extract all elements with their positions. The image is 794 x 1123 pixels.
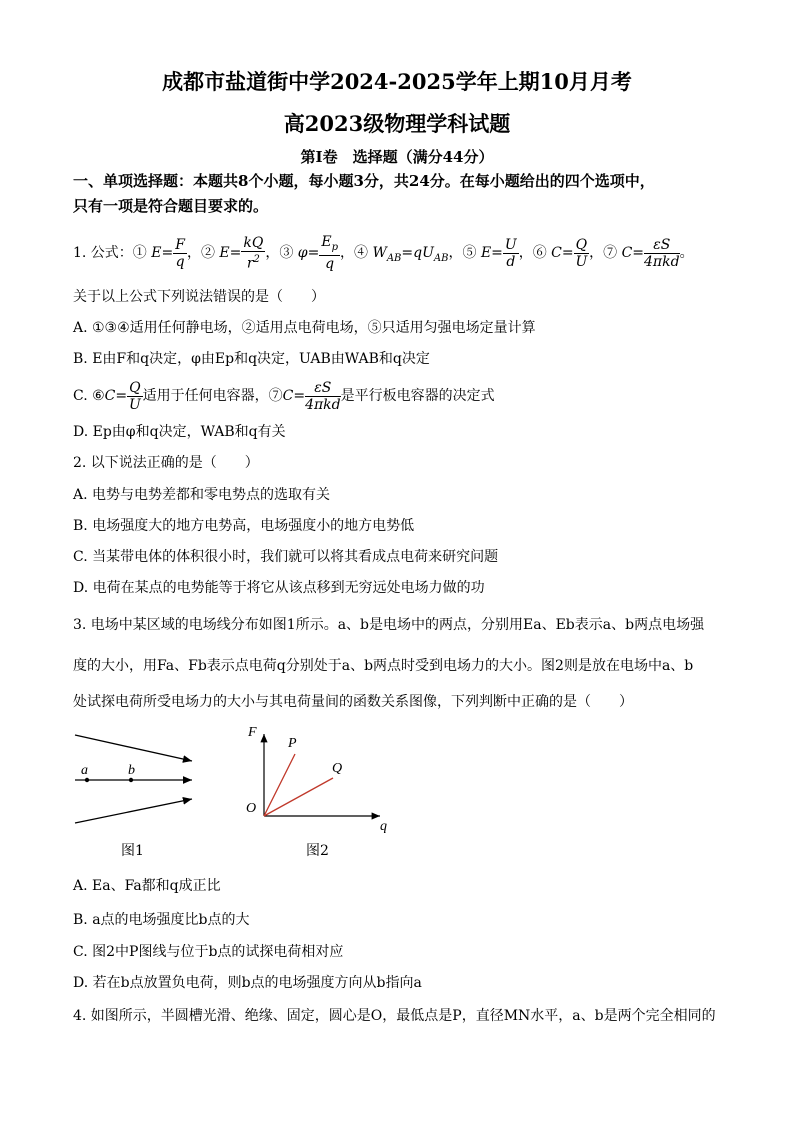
label-f: F [248, 725, 257, 740]
q1-stem: 关于以上公式下列说法错误的是（ ） [73, 289, 325, 305]
figure2-caption: 图2 [306, 843, 329, 859]
q4-line1: 4. 如图所示，半圆槽光滑、绝缘、固定，圆心是O，最低点是P，直径MN水平，a、b是两个完全相同的 [73, 1008, 716, 1024]
line-p [264, 754, 295, 816]
q2-stem: 2. 以下说法正确的是（ ） [73, 455, 259, 471]
field-line-bottom [75, 799, 192, 823]
line-q [264, 778, 333, 816]
exam-subtitle: 高2023级物理学科试题 [283, 111, 511, 136]
field-line-top [75, 735, 192, 761]
q1-option-d: D. Ep由φ和q决定，WAB和q有关 [73, 424, 286, 440]
q1-c-middle: 适用于任何电容器，⑦ [142, 388, 283, 404]
part-heading: 第Ⅰ卷 选择题（满分44分） [300, 148, 494, 166]
q1-formulas: 1. 公式：① E= $\frac{F}{q}$ ，② E= $\frac{kQ}{r^2}$ ，③ φ= $\frac{E_p}{q}$ ，④ $W_{AB}=qU_{AB}$，⑤ E= $\frac{U}{d}$ ，⑥ C= $\frac{Q}{U}$ ，⑦ C= $\frac{\varepsilon S}{\text{4πkd}}$ 。 [73, 233, 694, 273]
figure1-field-lines [70, 725, 200, 830]
exam-title: 成都市盐道街中学2024-2025学年上期10月月考 [162, 69, 632, 94]
point-b [129, 778, 133, 782]
q2-option-a: A. 电势与电势差都和零电势点的选取有关 [73, 487, 331, 503]
label-q-line: Q [332, 761, 343, 776]
section-heading-line2: 只有一项是符合题目要求的。 [73, 197, 269, 215]
label-p: P [288, 736, 297, 751]
q3-option-d: D. 若在b点放置负电荷，则b点的电场强度方向从b指向a [73, 975, 422, 991]
section-heading-line1: 一、单项选择题：本题共8个小题，每小题3分，共24分。在每小题给出的四个选项中， [73, 172, 655, 190]
q3-line1: 3. 电场中某区域的电场线分布如图1所示。a、b是电场中的两点，分别用Ea、Eb表示a、b两点电场强 [73, 617, 705, 633]
figure1-caption: 图1 [121, 843, 144, 859]
q1-option-a: A. ①③④适用任何静电场，②适用点电荷电场，⑤只适用匀强电场定量计算 [73, 320, 536, 336]
q1-prefix: 1. 公式：① [73, 245, 147, 261]
q3-line3: 处试探电荷所受电场力的大小与其电荷量间的函数关系图像，下列判断中正确的是（ ） [73, 694, 633, 710]
figure2-graph [240, 720, 400, 835]
q1-c-suffix: 是平行板电容器的决定式 [340, 388, 495, 404]
q1-c-prefix: C. ⑥ [73, 388, 105, 404]
q2-option-d: D. 电荷在某点的电势能等于将它从该点移到无穷远处电场力做的功 [73, 580, 485, 596]
q1-option-b: B. E由F和q决定，φ由Ep和q决定，UAB由WAB和q决定 [73, 351, 430, 367]
q1-option-c: C. ⑥C= $\frac{Q}{U}$ 适用于任何电容器，⑦C= $\frac{\varepsilon S}{\text{4πkd}}$ 是平行板电容器的决定式 [73, 379, 495, 413]
q3-line2: 度的大小，用Fa、Fb表示点电荷q分别处于a、b两点时受到电场力的大小。图2则是放在电场中a、b [73, 658, 694, 674]
q2-option-c: C. 当某带电体的体积很小时，我们就可以将其看成点电荷来研究问题 [73, 549, 499, 565]
label-a: a [81, 763, 88, 778]
label-origin: O [246, 801, 257, 816]
label-q-axis: q [380, 819, 387, 834]
q3-option-a: A. Ea、Fa都和q成正比 [73, 878, 221, 894]
point-a [85, 778, 89, 782]
q3-option-c: C. 图2中P图线与位于b点的试探电荷相对应 [73, 944, 344, 960]
label-b: b [128, 763, 135, 778]
q3-option-b: B. a点的电场强度比b点的大 [73, 912, 250, 928]
q2-option-b: B. 电场强度大的地方电势高，电场强度小的地方电势低 [73, 518, 415, 534]
